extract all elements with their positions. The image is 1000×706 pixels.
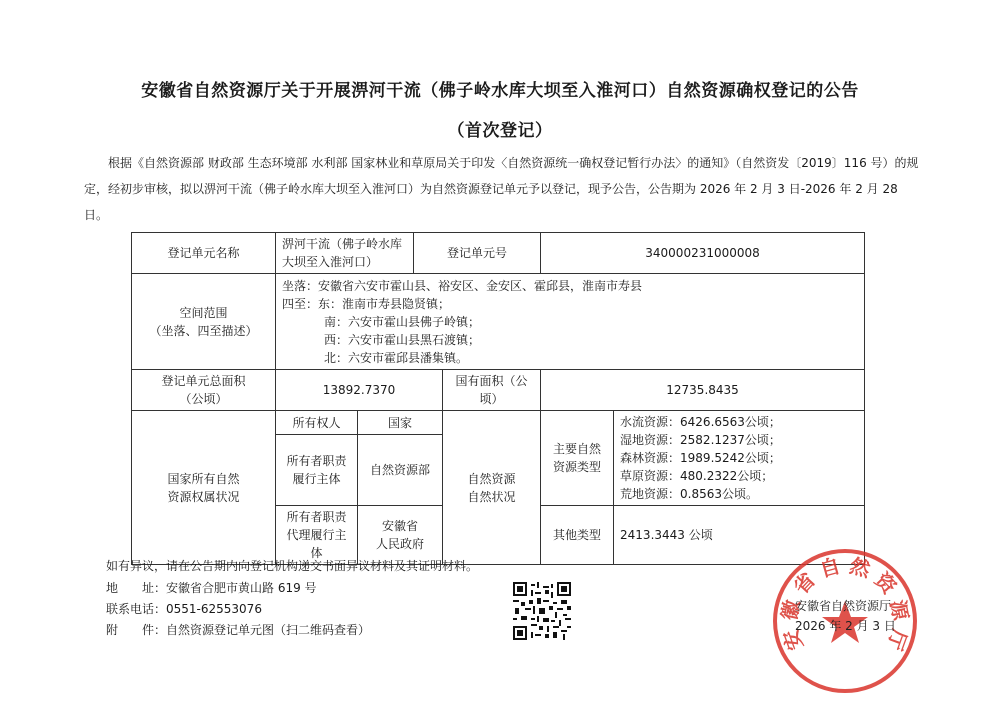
agent-value-line1: 安徽省 bbox=[382, 519, 419, 533]
ownership-label-line1: 国家所有自然 bbox=[167, 471, 240, 486]
unit-name-value: 淠河干流（佛子岭水库大坝至入淮河口） bbox=[276, 233, 414, 274]
main-type-label-line2: 资源类型 bbox=[553, 460, 602, 474]
agent-label-line2: 代理履行主体 bbox=[286, 528, 347, 560]
duty-label bbox=[276, 435, 358, 506]
phone-line: 联系电话：0551-62553076 bbox=[106, 602, 262, 616]
owner-label: 所有权人 bbox=[276, 411, 358, 435]
seal-char: 徽 bbox=[776, 597, 805, 623]
main-type-label bbox=[541, 411, 614, 506]
page-subtitle: （首次登记） bbox=[447, 121, 553, 141]
main-type-item: 森林资源：1989.5242公顷； bbox=[620, 451, 781, 465]
other-type-label: 其他类型 bbox=[541, 506, 614, 565]
main-type-item: 草原资源：480.2322公顷； bbox=[620, 469, 774, 483]
unit-name-label: 登记单元名称 bbox=[132, 233, 276, 274]
ownership-label-line2: 资源权属状况 bbox=[167, 489, 240, 504]
main-type-item: 荒地资源：0.8563公顷。 bbox=[620, 487, 759, 501]
duty-value: 自然资源部 bbox=[358, 435, 443, 506]
seal-char: 省 bbox=[788, 567, 820, 599]
space-line: 西：六安市霍山县黑石渡镇； bbox=[324, 332, 481, 347]
duty-label-line2: 履行主体 bbox=[292, 472, 341, 486]
seal-char: 然 bbox=[847, 553, 873, 582]
objection-note: 如有异议，请在公告期内向登记机构递交书面异议材料及其证明材料。 bbox=[106, 559, 479, 573]
state-area-label: 国有面积（公顷） bbox=[443, 370, 541, 411]
total-area-label-line2: （公顷） bbox=[179, 392, 228, 406]
nature-label bbox=[443, 411, 541, 565]
intro-paragraph: 根据《自然资源部 财政部 生态环境部 水利部 国家林业和草原局关于印发〈自然资源统一确权登记暂行办法〉的通知》（自然资发〔2019〕116 号）的规定，经初步审核，拟以淠河干流（佛子岭水库大坝至入淮河口）为自然资源登记单元予以登记，现予公告，公告期为 2026 年 2 月 3 日-2026 年 2 月 28 日。 bbox=[84, 156, 919, 222]
space-line: 南：六安市霍山县佛子岭镇； bbox=[324, 314, 481, 329]
seal-char: 安 bbox=[778, 626, 808, 654]
agent-value bbox=[358, 506, 443, 565]
registration-table bbox=[131, 232, 865, 565]
seal-char: 自 bbox=[817, 553, 843, 582]
total-area-label bbox=[132, 370, 276, 411]
state-area-value: 12735.8435 bbox=[541, 370, 865, 411]
main-type-label-line1: 主要自然 bbox=[553, 442, 602, 456]
agent-value-line2: 人民政府 bbox=[376, 537, 425, 551]
other-type-value: 2413.3443 公顷 bbox=[614, 506, 865, 565]
ownership-label bbox=[132, 411, 276, 565]
total-area-value: 13892.7370 bbox=[276, 370, 443, 411]
main-type-item: 湿地资源：2582.1237公顷； bbox=[620, 433, 781, 447]
attachment-line: 附 件：自然资源登记单元图（扫二维码查看） bbox=[106, 623, 371, 637]
unit-no-value: 340000231000008 bbox=[541, 233, 865, 274]
seal-char: 厅 bbox=[882, 626, 912, 654]
space-line: 四至：东：淮南市寿县隐贤镇； bbox=[282, 296, 451, 311]
agent-label bbox=[276, 506, 358, 565]
address-line: 地 址：安徽省合肥市黄山路 619 号 bbox=[106, 581, 317, 595]
total-area-label-line1: 登记单元总面积 bbox=[161, 374, 246, 388]
main-type-item: 水流资源：6426.6563公顷； bbox=[620, 415, 781, 429]
nature-label-line1: 自然资源 bbox=[467, 471, 516, 486]
nature-label-line2: 自然状况 bbox=[467, 489, 516, 504]
space-label-line1: 空间范围 bbox=[179, 305, 228, 320]
unit-no-label: 登记单元号 bbox=[414, 233, 541, 274]
agent-label-line1: 所有者职责 bbox=[286, 510, 347, 524]
duty-label-line1: 所有者职责 bbox=[286, 454, 347, 468]
seal-char: 资 bbox=[870, 567, 902, 599]
space-line: 坐落：安徽省六安市霍山县、裕安区、金安区、霍邱县，淮南市寿县 bbox=[282, 278, 643, 293]
space-label-line2: （坐落、四至描述） bbox=[149, 323, 258, 338]
qr-code-icon[interactable] bbox=[513, 582, 571, 640]
page-title: 安徽省自然资源厅关于开展淠河干流（佛子岭水库大坝至入淮河口）自然资源确权登记的公告 bbox=[141, 81, 859, 101]
signature-org: 安徽省自然资源厅 bbox=[795, 599, 892, 613]
space-label bbox=[132, 274, 276, 370]
space-description bbox=[276, 274, 865, 370]
space-line: 北：六安市霍邱县潘集镇。 bbox=[324, 350, 469, 365]
main-types-list bbox=[614, 411, 865, 506]
owner-value: 国家 bbox=[358, 411, 443, 435]
seal-char: 源 bbox=[885, 597, 914, 623]
signature-date: 2026 年 2 月 3 日 bbox=[795, 619, 896, 633]
